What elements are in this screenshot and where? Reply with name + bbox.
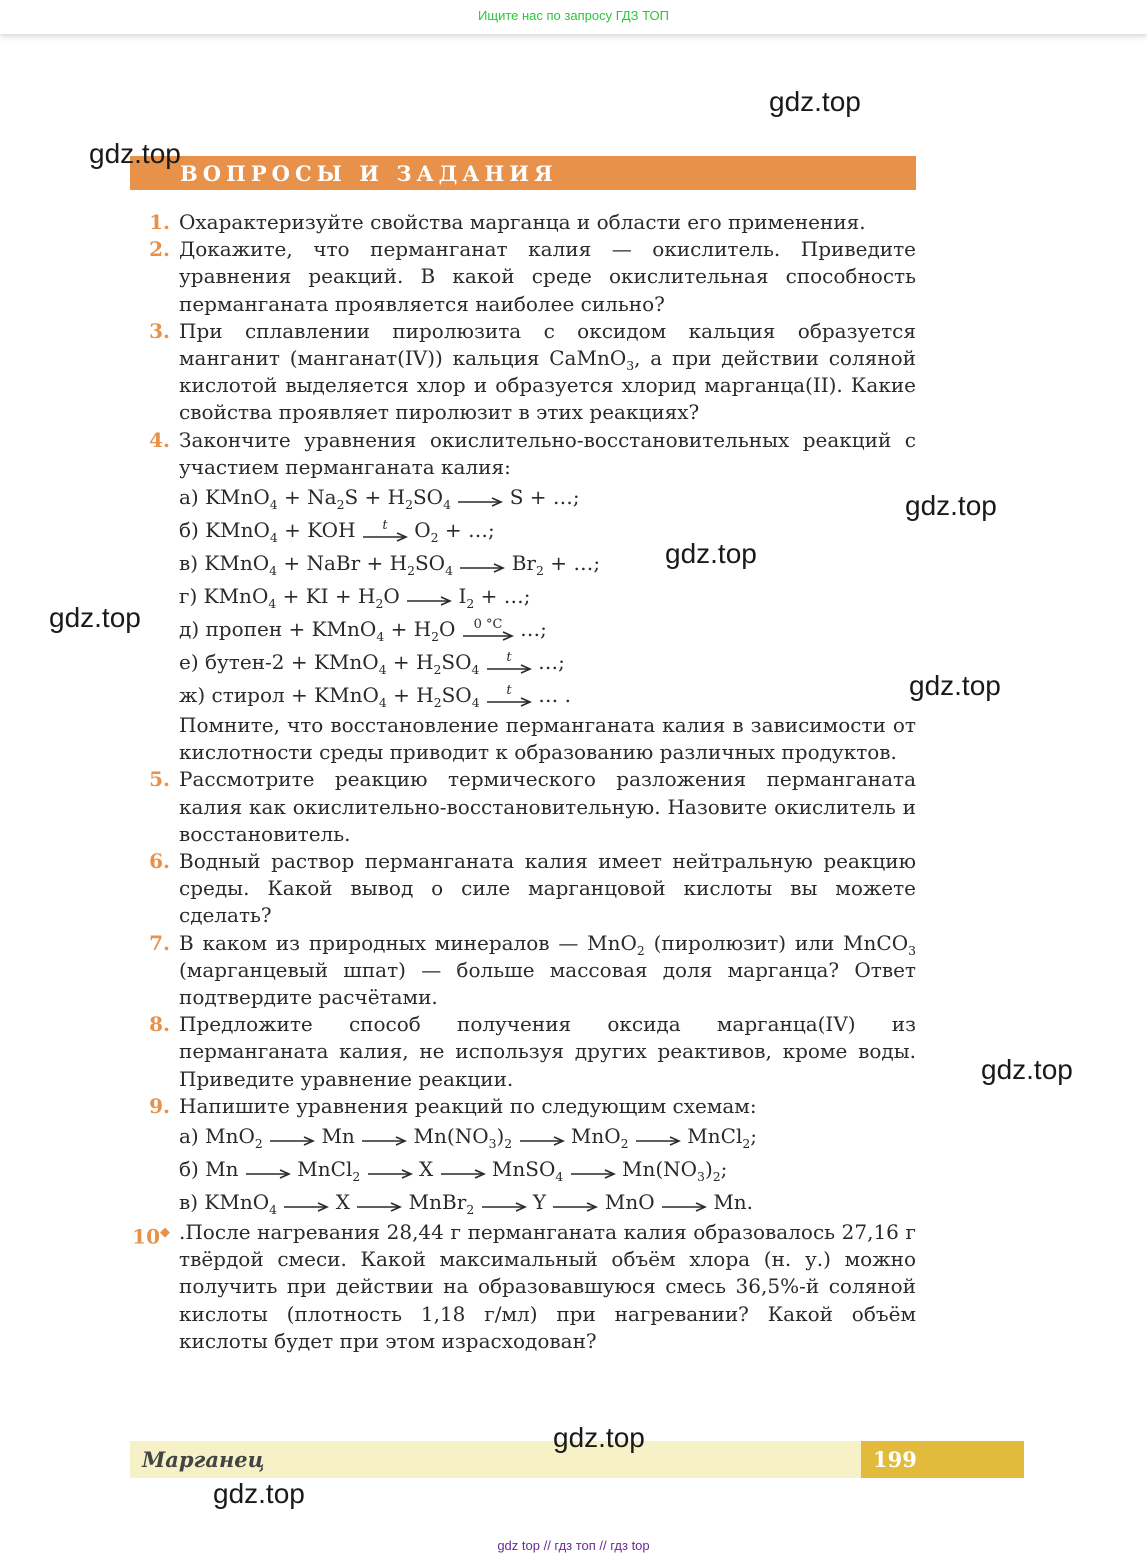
reaction-arrow-0c-icon — [462, 618, 514, 644]
question-text: Охарактеризуйте свойства марганца и области его применения. — [179, 210, 866, 234]
reaction-arrow-icon — [459, 554, 505, 576]
reaction-arrow-icon — [440, 1160, 486, 1182]
reaction-arrow-icon — [269, 1127, 315, 1149]
reaction-arrow-icon — [519, 1127, 565, 1149]
question-5 — [130, 766, 916, 848]
question-text: .После нагревания 28,44 г перманганата калия образовалось 27,16 г твёрдой смеси. Какой максимальный объём хлора (н. у.) можно получить при действии на образовавшуюся смесь 36,5%-й соляной кислоты (плотность 1,18 г/мл) при нагревании? Какой объём кислоты будет при этом израсходован? — [179, 1220, 916, 1353]
watermark: gdz.top — [909, 670, 1001, 701]
question-text: Рассмотрите реакцию термического разложения перманганата калия как окислительно-восстановительную. Назовите окислитель и восстановитель. — [179, 767, 916, 846]
reaction-arrow-icon — [661, 1193, 707, 1215]
equation-c: в) KMnO$_4$ + NaBr + $H_2SO_4$ $Br_2$ + …; — [179, 551, 601, 579]
question-8 — [130, 1011, 916, 1093]
question-text: Напишите уравнения реакций по следующим схемам: — [179, 1093, 757, 1118]
question-number: 7. — [149, 930, 170, 955]
question-7 — [130, 930, 916, 1012]
questions-list — [130, 209, 916, 1355]
watermark: gdz.top — [769, 86, 861, 117]
equation-f: е) бутен-2 + KMnO$_4$ + $H_2SO_4$ t …; — [179, 650, 565, 678]
question-text: В каком из природных минералов — MnO$_2$ (пиролюзит) или MnCO$_3$ (марганцевый шпат) — больше массовая доля марганца? Ответ подтвердите расчётами. — [179, 930, 916, 1010]
watermark: gdz.top — [49, 602, 141, 633]
question-1 — [130, 209, 916, 236]
reaction-arrow-icon — [552, 1193, 598, 1215]
reaction-arrow-icon — [361, 1127, 407, 1149]
reaction-arrow-icon — [406, 587, 452, 609]
reaction-arrow-heated-icon — [362, 519, 408, 545]
watermark: gdz.top — [665, 538, 757, 569]
reaction-arrow-icon — [356, 1193, 402, 1215]
question-4 — [130, 427, 916, 767]
reaction-arrow-heated-icon — [486, 651, 532, 677]
question-text: Докажите, что перманганат калия — окислитель. Приведите уравнения реакций. В какой среде окислительная способность перманганата проявляется наиболее сильно? — [179, 237, 916, 316]
page-number: 199 — [873, 1447, 917, 1472]
question-number: 1. — [149, 210, 170, 234]
question-9 — [130, 1093, 916, 1219]
equation-a: а) KMnO$_4$ + $Na_2S + H_2SO_4$ S + …; — [179, 485, 580, 513]
question-number: 8. — [149, 1012, 170, 1037]
question-number: 4. — [149, 427, 170, 452]
arrow-condition-label: t — [506, 683, 512, 698]
reaction-arrow-icon — [481, 1193, 527, 1215]
question-number: 6. — [149, 849, 170, 874]
section-title: ВОПРОСЫ И ЗАДАНИЯ — [180, 161, 558, 186]
footer-chapter-title: Марганец — [142, 1447, 265, 1472]
watermark: gdz.top — [981, 1054, 1073, 1085]
arrow-condition-label: t — [382, 518, 388, 533]
bottom-links[interactable]: gdz top // гдз топ // гдз top — [497, 1538, 650, 1553]
question-number: 2. — [149, 237, 170, 262]
watermark: gdz.top — [553, 1422, 645, 1453]
equation-d: г) KMnO$_4$ + KI + $H_2O$ $I_2$ + …; — [179, 584, 531, 612]
question-number: 10◆ — [132, 1224, 170, 1249]
equation-e: д) пропен + KMnO$_4$ + $H_2O$ 0 °C …; — [179, 617, 547, 645]
reaction-arrow-icon — [635, 1127, 681, 1149]
question-text: Предложите способ получения оксида марганца(IV) из перманганата калия, не используя других реактивов, кроме воды. Приведите уравнение реакции. — [179, 1012, 916, 1091]
reaction-arrow-heated-icon — [486, 684, 532, 710]
question-3 — [130, 318, 916, 427]
reaction-arrow-icon — [570, 1160, 616, 1182]
top-banner[interactable]: Ищите нас по запросу ГДЗ ТОП — [0, 0, 1147, 34]
question-10 — [130, 1219, 916, 1355]
reaction-arrow-icon — [367, 1160, 413, 1182]
reaction-arrow-icon — [457, 488, 503, 510]
equation-b: б) KMnO$_4$ + KOH t $O_2$ + …; — [179, 518, 495, 546]
question-text: Закончите уравнения окислительно-восстановительных реакций с участием перманганата калия: — [179, 427, 916, 479]
reaction-arrow-icon — [283, 1193, 329, 1215]
arrow-condition-label: 0 °C — [473, 617, 503, 632]
question-number: 9. — [149, 1093, 170, 1118]
arrow-condition-label: t — [506, 650, 512, 665]
scheme-a: а) MnO$_2$ Mn $Mn(NO_3)_2$ MnO$_2$ MnCl$_2$; — [179, 1124, 757, 1152]
question-number: 3. — [149, 318, 170, 343]
question-text: При сплавлении пиролюзита с оксидом кальция образуется манганит (манганат(IV)) кальция CaMnO$_3$, а при действии соляной кислотой выделяется хлор и образуется хлорид марганца(II). Какие свойства проявляет пиролюзит в этих реакциях? — [179, 318, 916, 425]
equation-g: ж) стирол + KMnO$_4$ + $H_2SO_4$ t … . — [179, 683, 572, 711]
question-2 — [130, 236, 916, 318]
watermark: gdz.top — [213, 1478, 305, 1509]
reaction-arrow-icon — [245, 1160, 291, 1182]
question-note: Помните, что восстановление перманганата калия в зависимости от кислотности среды приводит к образованию различных продуктов. — [179, 713, 916, 765]
scheme-b: б) Mn MnCl$_2$ X MnSO$_4$ $Mn(NO_3)_2$; — [179, 1157, 728, 1185]
question-text: Водный раствор перманганата калия имеет нейтральную реакцию среды. Какой вывод о силе марганцовой кислоты вы можете сделать? — [179, 849, 916, 928]
question-6 — [130, 848, 916, 930]
scheme-c: в) KMnO$_4$ X MnBr$_2$ Y MnO Mn. — [179, 1190, 754, 1218]
star-marker-icon: ◆ — [160, 1225, 170, 1241]
question-number: 5. — [149, 767, 170, 792]
watermark: gdz.top — [89, 138, 181, 169]
watermark: gdz.top — [905, 490, 997, 521]
